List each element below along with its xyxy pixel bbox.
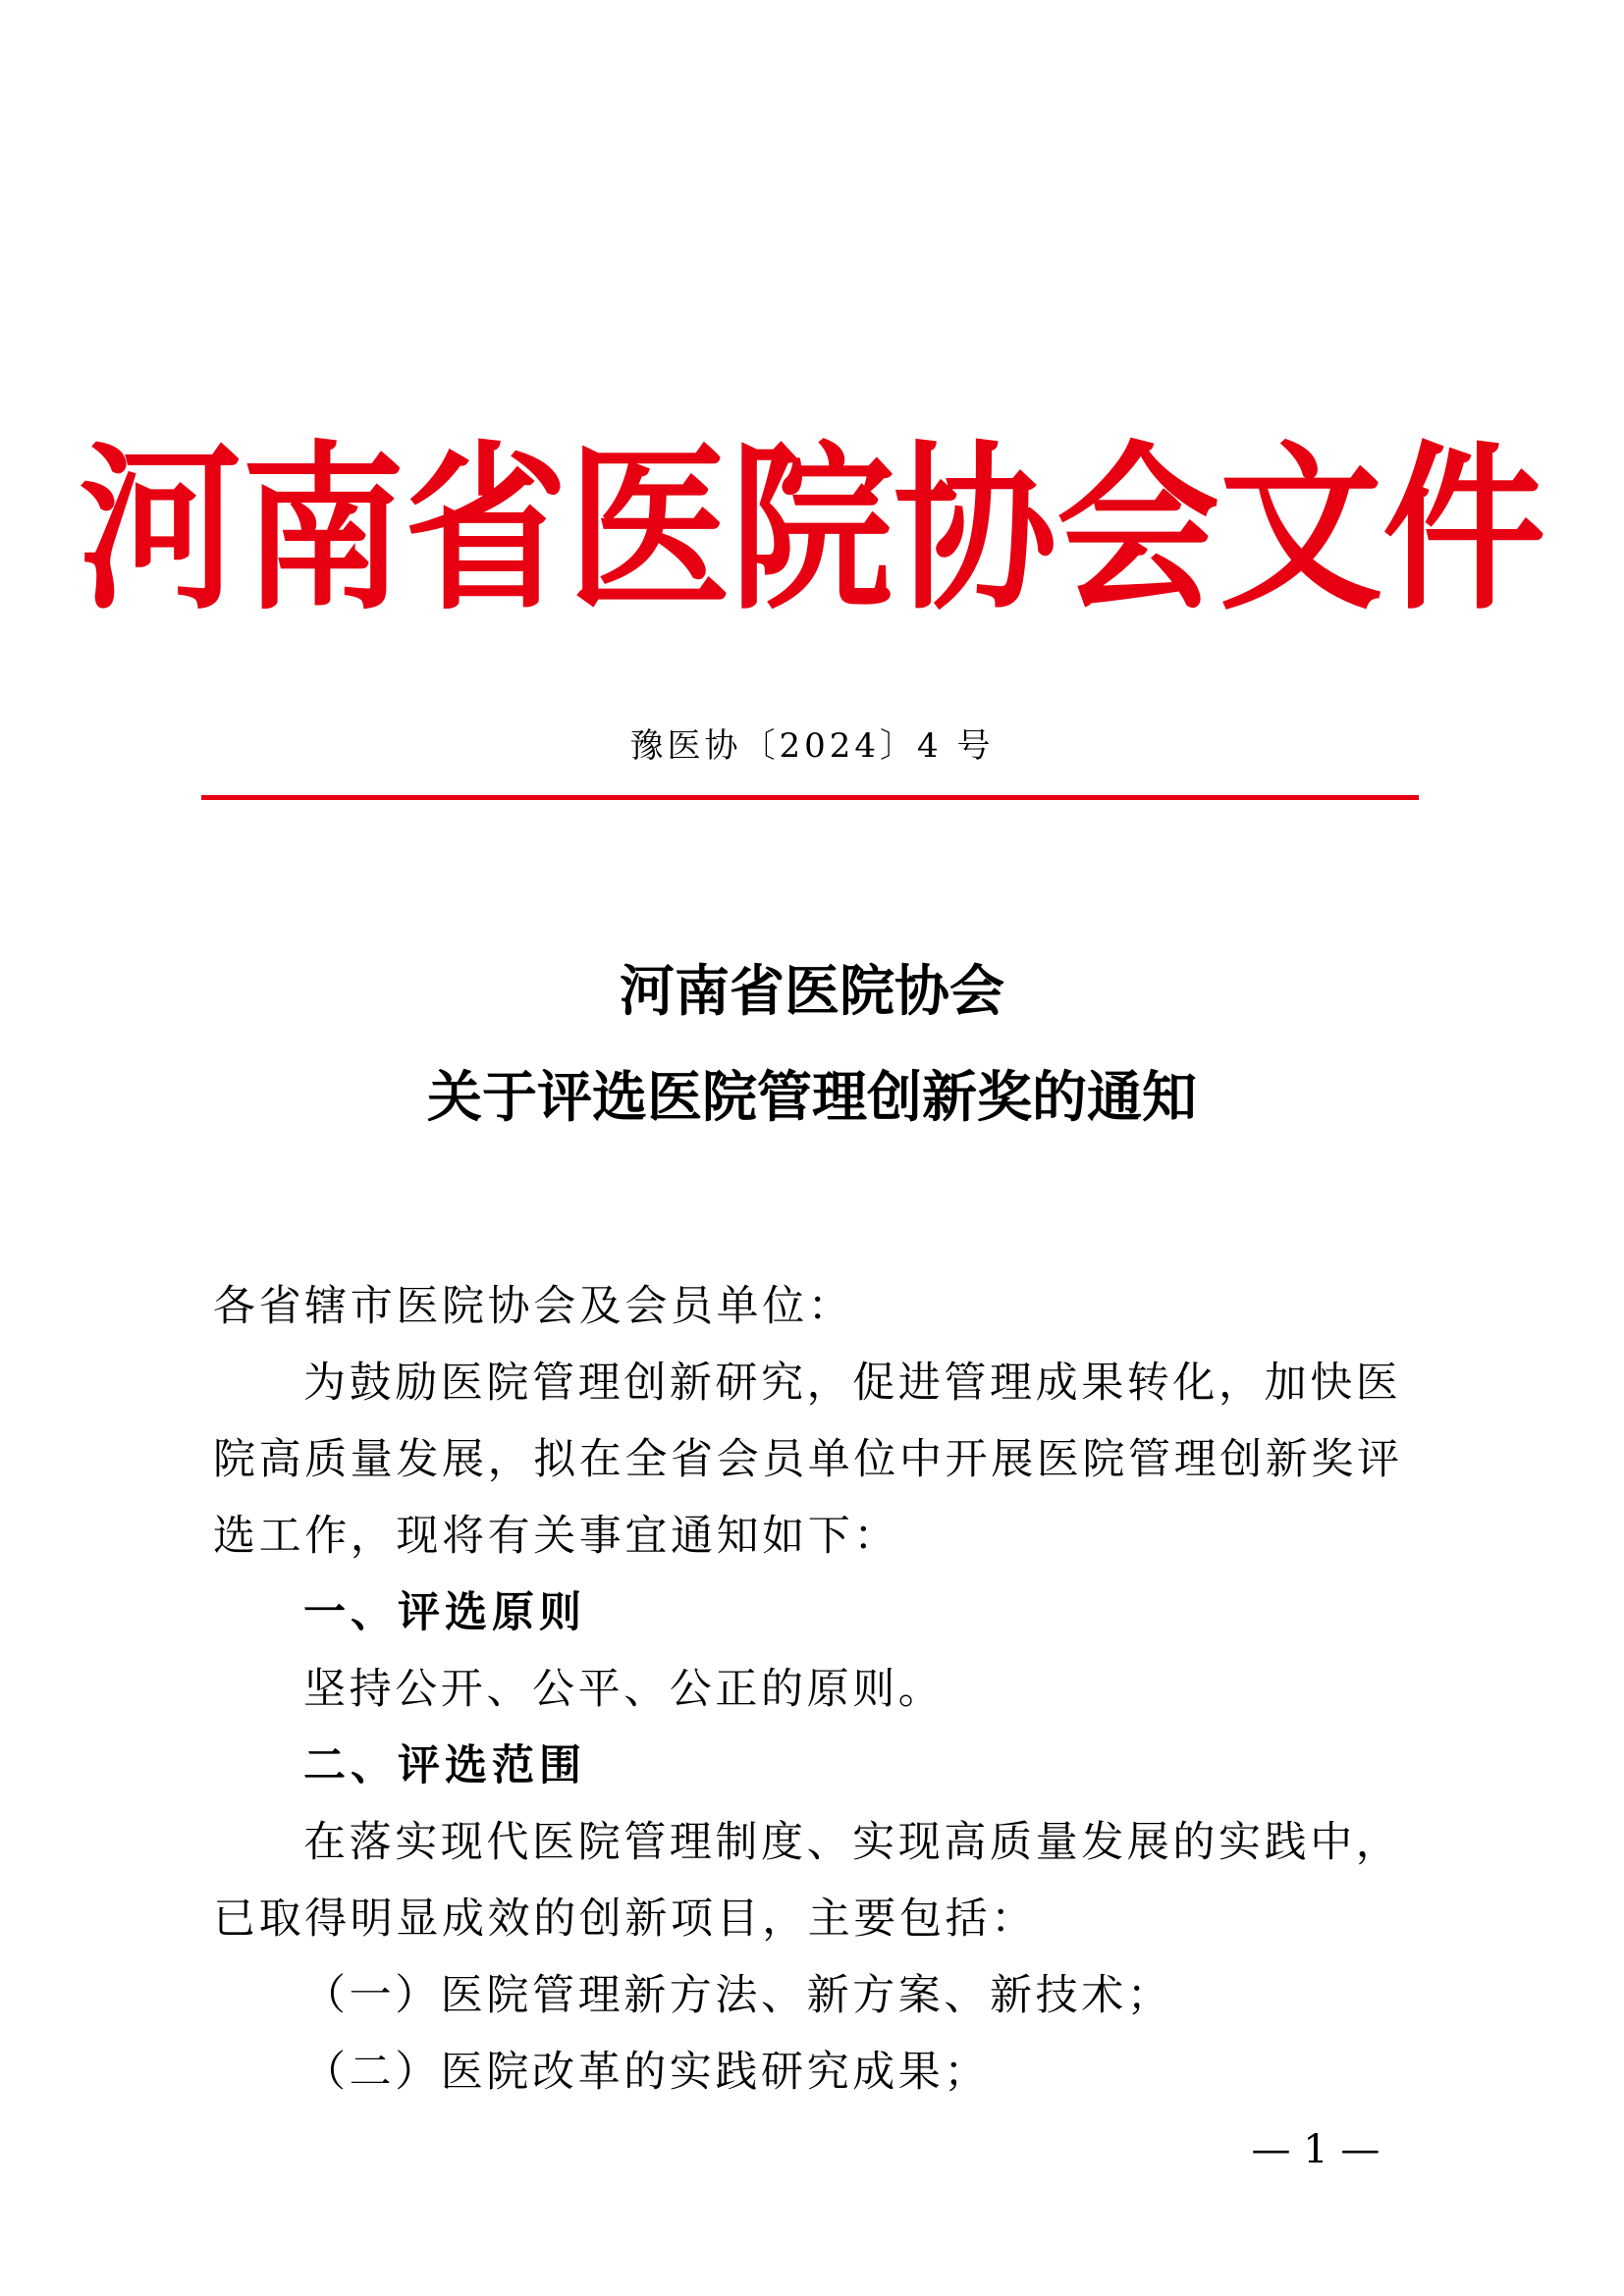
section1-text: 坚持公开、公平、公正的原则。 [303, 1665, 945, 1714]
notice-title-line2: 关于评选医院管理创新奖的通知 [427, 1065, 1197, 1130]
page-number: — 1 — [1251, 2127, 1380, 2172]
intro-paragraph: 为鼓励医院管理创新研究，促进管理成果转化，加快医院高质量发展，拟在全省会员单位中开展医院管理创新奖评选工作，现将有关事宜通知如下： [213, 1359, 1403, 1561]
notice-title-line1: 河南省医院协会 [620, 959, 1004, 1024]
header-divider-line [201, 795, 1419, 800]
scope-item-2: （二）医院改革的实践研究成果； [303, 2048, 990, 2097]
section2-text: 在落实现代医院管理制度、实现高质量发展的实践中，已取得明显成效的创新项目，主要包括： [213, 1818, 1402, 1944]
section1-heading: 一、评选原则 [303, 1588, 586, 1637]
document-number: 豫医协〔2024〕4 号 [629, 726, 995, 766]
document-header-title: 河南省医院协会文件 [79, 424, 1545, 635]
salutation: 各省辖市医院协会及会员单位： [213, 1282, 854, 1331]
scope-item-1: （一）医院管理新方法、新方案、新技术； [303, 1971, 1173, 2020]
notice-body [213, 1268, 1427, 2110]
section2-heading: 二、评选范围 [303, 1741, 586, 1790]
